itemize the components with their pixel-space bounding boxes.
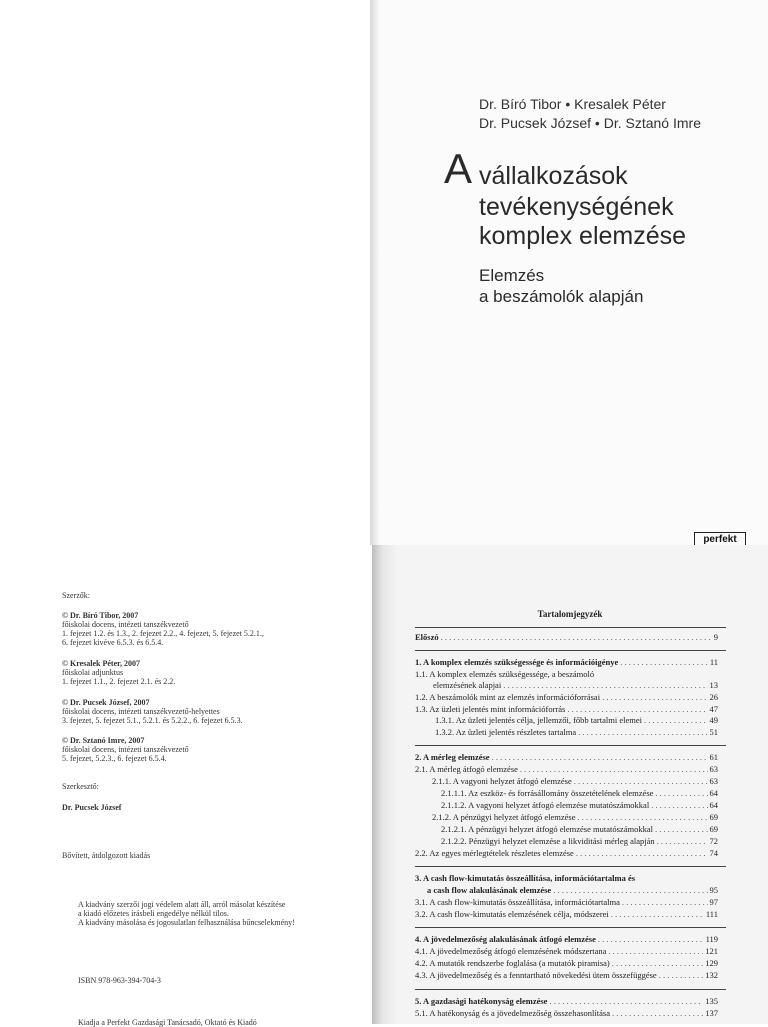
toc-entry [415,764,718,774]
toc-page-number: 64 [709,788,718,798]
toc-page-number: 49 [709,715,718,725]
toc-page-number: 72 [709,836,718,846]
toc-page-number: 121 [705,946,718,956]
toc-entry [415,692,718,702]
toc-entry-label: 2.1.2.1. A pénzügyi helyzet átfogó elemzése mutatószámokkal [441,824,653,834]
toc-entry-label: 1. A komplex elemzés szükségessége és információigénye [415,657,619,667]
toc-entry-label: 4.2. A mutatók rendszerbe foglalása (a mutatók piramisa) [415,958,610,968]
toc-leader-dots [578,812,708,822]
toc-leader-dots [655,824,708,834]
author-credit-name: © Dr. Bíró Tibor, 2007 [62,611,139,620]
toc-entry [415,848,718,858]
toc-entry [441,836,718,846]
toc-entry-label: 2.1.1. A vagyoni helyzet átfogó elemzése [432,776,572,786]
toc-entry [415,934,718,944]
toc-entry-label: 2.1.2.2. Pénzügyi helyzet elemzése a likviditási mérleg alapján [441,836,655,846]
toc-page-number: 11 [709,657,718,667]
toc-entry [415,632,718,642]
cover-title-line-3: komplex elemzése [479,222,687,250]
toc-entry [435,727,718,737]
toc-leader-dots [441,632,712,642]
toc-page-number: 63 [709,776,718,786]
toc-entry-label: 1.3. Az üzleti jelentés mint információforrás [415,704,566,714]
cover-title-initial: A [444,145,473,192]
toc-entry-label: 2.2. Az egyes mérlegtételek részletes elemzése [415,848,574,858]
toc-page-number: 129 [705,958,718,968]
edition-note: Bővített, átdolgozott kiadás [62,851,151,860]
toc-entry-label: Előszó [415,632,439,642]
toc-entry-label: 1.3.1. Az üzleti jelentés célja, jellemzői, főbb tartalmi elemei [435,715,642,725]
toc-entry [415,752,718,762]
isbn: ISBN 978-963-394-704-3 [78,976,161,985]
toc-page-number: 97 [709,897,718,907]
toc-entry [415,704,718,714]
author-credit-line: főiskolai adjunktus [62,668,124,677]
toc-leader-dots [578,727,707,737]
author-credit-name: © Dr. Pucsek József, 2007 [62,698,150,707]
toc-leader-dots [492,752,708,762]
toc-leader-dots [576,848,708,858]
editor-name: Dr. Pucsek József [62,803,122,812]
toc-page-number: 13 [709,680,718,690]
cover-authors-line-1: Dr. Bíró Tibor • Kresalek Péter [479,96,666,112]
toc-entry [415,996,718,1006]
cover-title-line-2: tevékenységének [479,193,674,221]
toc-divider [415,866,726,867]
cover-authors-line-2: Dr. Pucsek József • Dr. Sztanó Imre [479,115,701,131]
author-credit-name: © Dr. Sztanó Imre, 2007 [62,736,145,745]
toc-page-number: 64 [709,800,718,810]
author-credit-line: 5. fejezet, 5.2.3., 6. fejezet 6.5.4. [62,754,167,763]
toc-page-number: 61 [709,752,718,762]
toc-page-number: 26 [709,692,718,702]
toc-entry-label: 4.1. A jövedelmezőség átfogó elemzésének módszertana [415,946,607,956]
toc-page-number: 111 [705,909,718,919]
rights-notice-line: A kiadvány szerzői jogi védelem alatt áll, arról másolat készítése [78,900,286,909]
toc-leader-dots [598,934,704,944]
toc-leader-dots [622,897,708,907]
author-credit-line: főiskolai docens, intézeti tanszékvezető [62,745,189,754]
toc-leader-dots [549,996,703,1006]
author-credit-line: főiskolai docens, intézeti tanszékvezető [62,620,189,629]
toc-entry [432,776,718,786]
toc-entry-label: 2.1.2. A pénzügyi helyzet átfogó elemzése [432,812,576,822]
toc-entry-label: 2.1. A mérleg átfogó elemzése [415,764,518,774]
editor-heading: Szerkesztő: [62,782,99,791]
rights-notice-line: a kiadó előzetes írásbeli engedélye nélkül tilos. [78,909,229,918]
cover-subtitle-line-1: Elemzés [479,266,545,285]
toc-entry: 3. A cash flow-kimutatás összeállítása, információtartalma és [415,873,636,883]
toc-entry-label: 5. A gazdasági hatékonyság elemzése [415,996,548,1006]
toc-entry [432,812,718,822]
toc-entry [441,788,718,798]
toc-entry-label: 2.1.1.1. Az eszköz- és forrásállomány összetételének elemzése [441,788,654,798]
toc-leader-dots [503,680,707,690]
toc-page-number: 51 [709,727,718,737]
toc-leader-dots [657,836,708,846]
toc-page-number: 135 [705,996,718,1006]
copyright-page [0,545,372,1027]
toc-page-number: 137 [705,1008,718,1018]
author-credit-line: 3. fejezet, 5. fejezet 5.1., 5.2.1. és 5.2.2., 6. fejezet 6.5.3. [62,716,243,725]
toc-entry [415,1008,718,1018]
toc-entry-label: elemzésének alapjai [433,680,502,690]
toc-entry [415,970,718,980]
author-credit-name: © Kresalek Péter, 2007 [62,659,140,668]
toc-divider [415,650,726,651]
book-cover-page [373,0,768,545]
toc-divider [415,627,726,628]
toc-entry [415,909,718,919]
toc-entry [415,897,718,907]
toc-page-number: 63 [709,764,718,774]
toc-leader-dots [620,657,708,667]
toc-leader-dots [612,1008,703,1018]
toc-entry-label: 1.2. A beszámolók mint az elemzés információforrásai [415,692,601,702]
toc-title: Tartalomjegyzék [537,609,603,619]
toc-entry-label: 4.3. A jövedelmezőség és a fenntartható növekedési ütem összefüggése [415,970,657,980]
toc-leader-dots [553,885,707,895]
toc-entry-label: 3.1. A cash flow-kimutatás összeállítása, információtartalma [415,897,620,907]
author-credit-line: főiskolai docens, intézeti tanszékvezető-helyettes [62,707,220,716]
toc-entry-label: 2.1.1.2. A vagyoni helyzet átfogó elemzése mutatószámokkal [441,800,650,810]
page-edge-shadow [370,0,380,545]
toc-entry [441,800,718,810]
toc-leader-dots [611,909,704,919]
toc-page-number: 132 [705,970,718,980]
toc-page-number: 119 [705,934,718,944]
author-credit-line: 1. fejezet 1.2. és 1.3., 2. fejezet 2.2., 4. fejezet, 5. fejezet 5.2.1., [62,629,264,638]
toc-leader-dots [612,958,704,968]
toc-entry [433,680,718,690]
toc-entry [441,824,718,834]
toc-entry [415,958,718,968]
authors-heading: Szerzők: [62,591,90,600]
toc-entry-label: a cash flow alakulásának elemzése [427,885,552,895]
author-credit-line: 1. fejezet 1.1., 2. fejezet 2.1. és 2.2. [62,677,176,686]
toc-page-number: 69 [709,812,718,822]
toc-leader-dots [574,776,708,786]
toc-entry-label: 1.3.2. Az üzleti jelentés részletes tartalma [435,727,577,737]
publisher-imprint: Kiadja a Perfekt Gazdasági Tanácsadó, Oktató és Kiadó [78,1018,257,1027]
toc-entry-label: 4. A jövedelmezőség alakulásának átfogó elemzése [415,934,596,944]
toc-entry [427,885,718,895]
toc-entry-label: 2. A mérleg elemzése [415,752,490,762]
toc-leader-dots [608,946,703,956]
toc-page-number: 69 [709,824,718,834]
cover-title-line-1: vállalkozások [479,162,628,190]
toc-divider [415,989,726,990]
toc-entry: 1.1. A komplex elemzés szükségessége, a beszámoló [415,669,595,679]
toc-leader-dots [567,704,707,714]
rights-notice-line: A kiadvány másolása és jogosulatlan felhasználása bűncselekmény! [78,918,295,927]
toc-leader-dots [651,800,707,810]
publisher-logo: perfekt [694,532,746,546]
toc-leader-dots [659,970,704,980]
toc-page-number: 74 [709,848,718,858]
toc-entry [415,657,718,667]
toc-page-number: 95 [709,885,718,895]
toc-leader-dots [644,715,708,725]
toc-leader-dots [602,692,707,702]
table-of-contents-page [372,545,768,1024]
toc-page-number: 9 [713,632,718,642]
toc-leader-dots [655,788,707,798]
toc-page-number: 47 [709,704,718,714]
toc-divider [415,745,726,746]
toc-entry-label: 3.2. A cash flow-kimutatás elemzésének célja, módszerei [415,909,609,919]
toc-entry [415,946,718,956]
author-credit-line: 6. fejezet kivéve 6.5.3. és 6.5.4. [62,638,164,647]
toc-leader-dots [520,764,708,774]
toc-entry-label: 5.1. A hatékonyság és a jövedelmezőség összehasonlítása [415,1008,610,1018]
cover-subtitle-line-2: a beszámolók alapján [479,287,644,306]
toc-entry [435,715,718,725]
toc-divider [415,927,726,928]
